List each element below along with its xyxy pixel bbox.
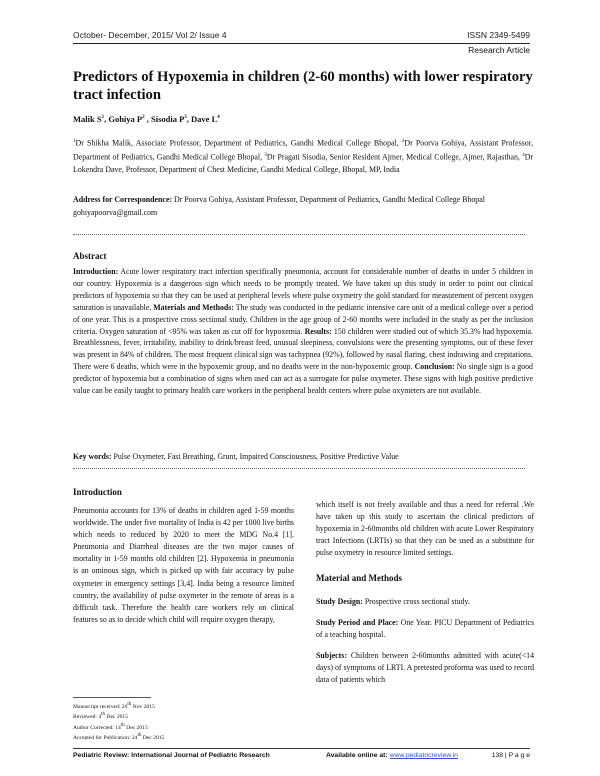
study-period-label: Study Period and Place: (316, 617, 399, 627)
journal-name: Pediatric Review: International Journal of Pediatric Research (73, 752, 270, 759)
introduction-paragraph-continued: which itself is not freely available and thus a need for referral .We have taken up this study to ascertain the clinical predictors of hypoxemia in 2-60months old children with acute Lower Respiratory tract Infections (LRTIs) so that they can be used as a substitute for pulse oxymetry in resource limited settings. (316, 500, 534, 558)
abstract-methods-label: Materials and Methods: (153, 302, 234, 312)
affiliation: Dr Pragati Sisodia, Senior Resident Ajmer, Medical College, Ajmer, Rajasthan, (266, 152, 523, 162)
abstract-body (73, 266, 533, 397)
affiliations (73, 136, 533, 177)
abstract-results-label: Results: (304, 326, 332, 336)
dotted-divider (73, 468, 525, 469)
abstract-heading: Abstract (73, 251, 107, 261)
subjects-label: Subjects: (316, 650, 347, 660)
affiliation: Dr Shikha Malik, Associate Professor, Department of Pediatrics, Gandhi Medical College Bhopal, (75, 138, 402, 148)
methods-heading: Material and Methods (316, 573, 402, 584)
article-type: Research Article (468, 45, 530, 55)
paper-title: Predictors of Hypoxemia in children (2-60 months) with lower respiratory tract infection (73, 69, 533, 103)
date-received: Manuscript received: 26th Nov 2015 (73, 702, 155, 710)
study-period (316, 617, 534, 641)
date-reviewed: Reviewed: 4th Dec 2015 (73, 712, 129, 721)
introduction-heading: Introduction (73, 487, 122, 497)
author-list: Malik $S^1$, Gohiya $P^2$ , Sisodia $P^3$, Dave $L^4$ (73, 114, 220, 124)
affiliation: Dr Lokendra Dave, Professor, Department of Chest Medicine, Gandhi Medical College, Bhopal, MP, India (73, 152, 534, 175)
subjects (316, 650, 534, 686)
author-name: Sisodia P (150, 114, 185, 124)
journal-url-link[interactable]: www.pediatricreview.in (389, 752, 458, 759)
footer-rule (73, 748, 530, 749)
availability (326, 752, 458, 759)
page-number: 138 | P a g e (491, 752, 530, 759)
dates-rule (73, 697, 151, 698)
abstract-intro: Acute lower respiratory tract infection specifically pneumonia, account for considerable number of deaths in under 5 children in our country. Hypoxemia is a dangerous sign which needs to be promptly treated. We have taken up this study in order to point out clinical predictors of hypoxemia so that they can be used at peripheral levels where pulse oxymetry the gold standard for measurement of percent oxygen saturation is unavailable. (73, 267, 533, 312)
author-marker: 3 (184, 115, 187, 121)
issue-info: October- December, 2015/ Vol 2/ Issue 4 (73, 30, 227, 40)
keywords-text: Pulse Oxymeter, Fast Breathing, Grunt, Impaired Consciousness, Positive Predictive Value (111, 452, 399, 461)
correspondence-label: Address for Correspondence: (73, 195, 173, 204)
author-name: Dave L (191, 114, 218, 124)
subjects-text: Children between 2-60months admitted with acute(<14 days) of symptoms of LRTI. A pretested proforma was used to record data of patients which (316, 650, 534, 685)
date-corrected: Author Corrected: 14th Dec 2015 (73, 722, 148, 731)
availability-label: Available online at: (326, 752, 390, 759)
keywords-label: Key words: (73, 452, 112, 461)
author-marker: 1 (101, 115, 105, 121)
author-marker: 4 (217, 115, 220, 121)
correspondence (73, 194, 533, 219)
affil-marker: 1 (73, 139, 76, 144)
abstract-conclusion-label: Conclusion: (414, 362, 455, 372)
affil-marker: 3 (264, 153, 267, 159)
affil-marker: 4 (522, 153, 525, 159)
manuscript-dates (73, 701, 164, 742)
affiliation: Dr Poorva Gohiya, Assistant Professor, Department of Pediatrics, Gandhi Medical College Bhopal, (73, 138, 533, 162)
abstract-results: 150 children were studied out of which 35.3% had hypoxemia. Breathlessness, fever, irritability, inability to drink/breast feed, unusual sleepiness, convulsions were the presenting symptoms, out of these fever was present in 84% of children. The most frequent clinical sign was tachypnea (92%), followed by nasal flaring, chest indrawing and crepitations. There were 6 deaths, which were in the hypoxemic group, and no deaths were in the non-hypoxemic group. (73, 326, 533, 372)
study-design-label: Study Design: (316, 596, 363, 606)
abstract-intro-label: Introduction: (73, 267, 119, 276)
date-accepted: Accepted for Publication: 24th Dec 2015 (73, 732, 165, 741)
author-name: Gohiya P (108, 114, 143, 124)
author-marker: 2 (142, 115, 145, 121)
introduction-paragraph: Pneumonia accounts for 13% of deaths in children aged 1-59 months worldwide. The under five mortality of India is 42 per 1000 live births which needs to reduced by 2020 to meet the MDG No.4 [1]. Pneumonia and Diarrheal diseases are the two major causes of mortality in 1-59 months old children [2]. Hypoxemia in pneumonia is an ominous sign, which is picked up with fair accuracy by pulse oxymeter in emergency settings [3,4]. India being a resource limited country, the availability of pulse oxymeter in the remote of areas is a difficult task. Therefore the health care workers rely on clinical features so as to decide which child will require oxygen therapy, (73, 506, 294, 624)
abstract-conclusion: No single sign is a good predictor of hypoxemia but a combination of signs when used can act as a surrogate for pulse oxymeter. These signs with high positive predictive value can be easily taught to primary health care workers in the peripheral health centers where pulse oxymeters are not available. (73, 362, 533, 396)
keywords (73, 452, 533, 461)
right-column (316, 499, 534, 695)
study-design (316, 596, 534, 608)
author-name: Malik S (73, 114, 102, 124)
abstract-methods: The study was conducted in the pediatric intensive care unit of a medical college over a period of one year. This is a prospective cross sectional study. Children in the age group of 2-60 months were included in the study as per the inclusion criteria. Oxygen saturation of <95% was taken as cut off for hypoxemia. (73, 302, 533, 336)
header-rule (73, 43, 530, 44)
study-period-text: One Year. PICU Department of Pediatrics of a teaching hospital. (316, 617, 534, 639)
dotted-divider (73, 234, 525, 235)
correspondence-text: Dr Poorva Gohiya, Assistant Professor, Department of Pediatrics, Gandhi Medical College Bhopal gohiyapoorva@gmail.com (73, 195, 485, 217)
study-design-text: Prospective cross sectional study. (362, 596, 470, 606)
issn: ISSN 2349-5499 (467, 30, 530, 40)
affil-marker: 2 (401, 139, 405, 144)
